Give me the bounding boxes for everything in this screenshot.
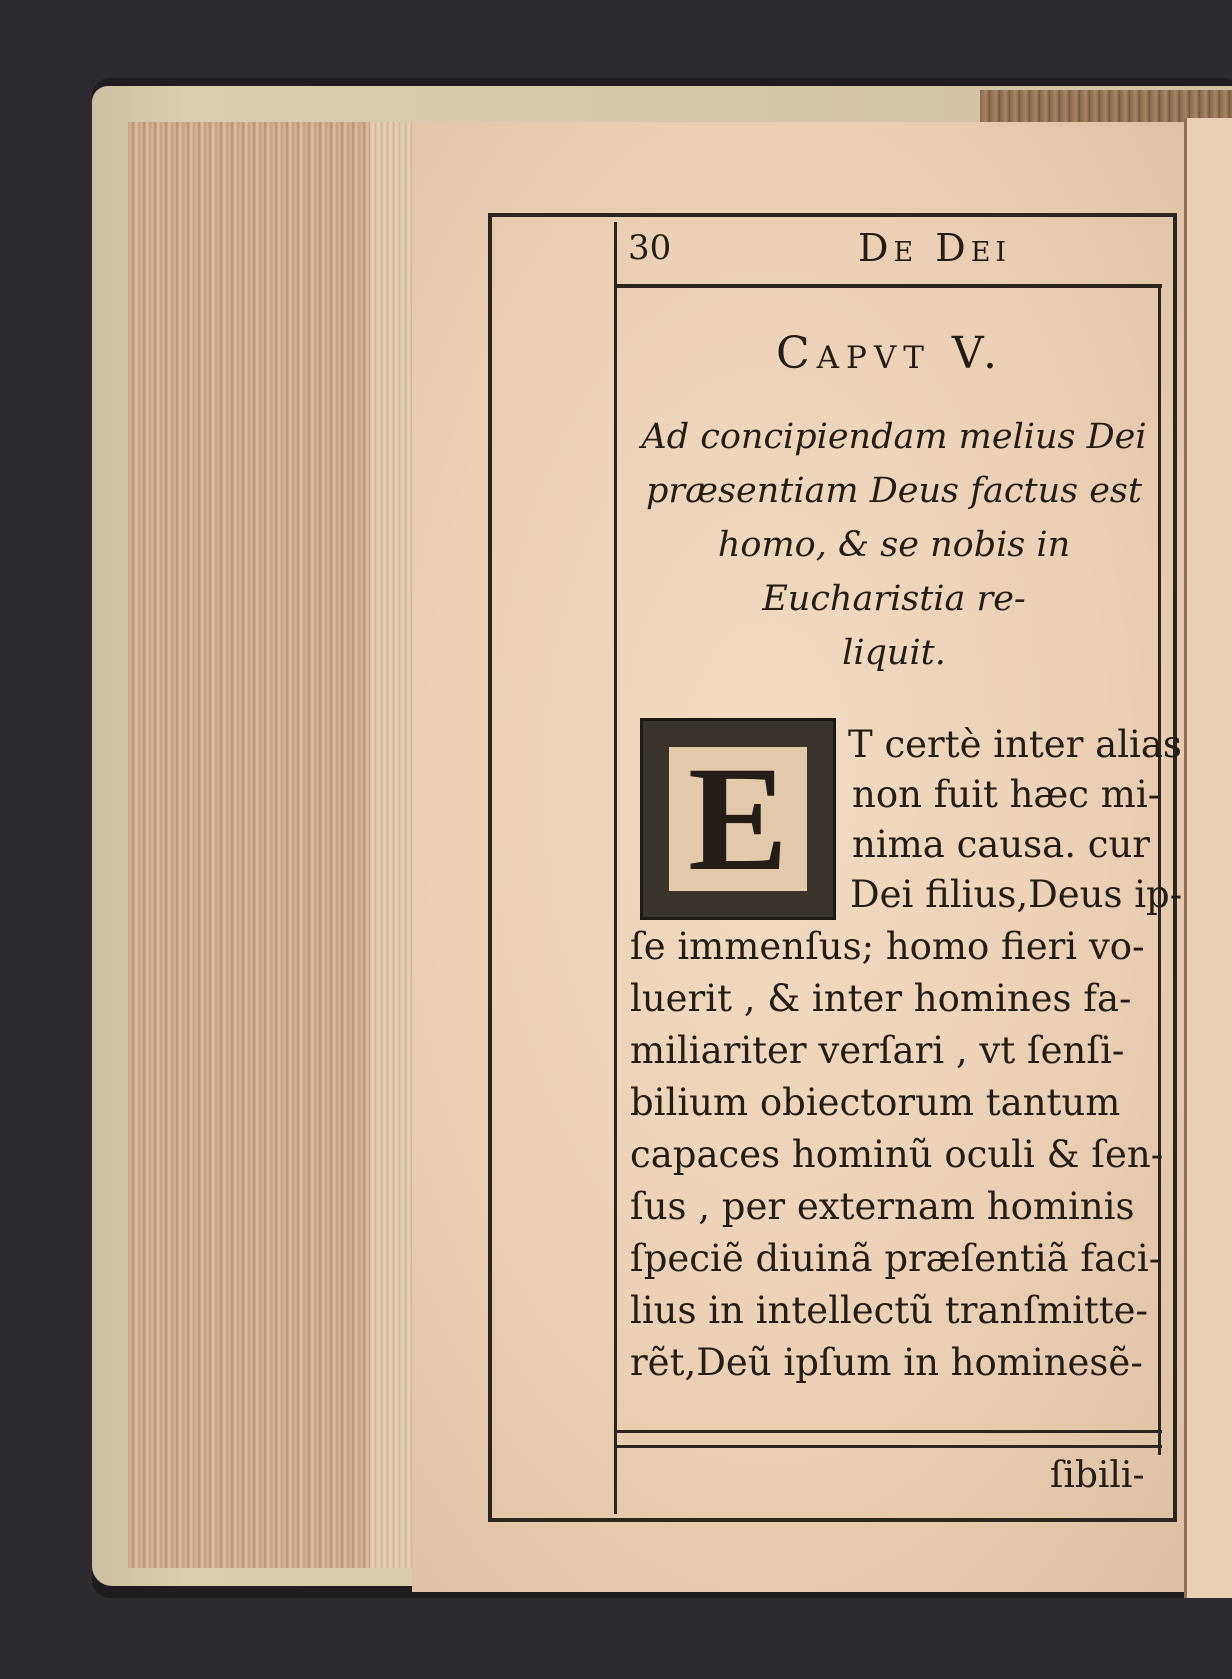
body-line: Dei filius,Deus ip- <box>850 873 1183 916</box>
body-line: capaces hominũ oculi & ſen- <box>630 1133 1164 1176</box>
facing-page-edge <box>1184 118 1232 1598</box>
body-line: nima causa. cur <box>852 823 1150 866</box>
inner-frame-rule <box>614 222 617 1514</box>
initial-letter: E <box>661 739 815 899</box>
summary-line: Eucharistia re- <box>762 579 1026 619</box>
chapter-summary <box>628 410 1160 680</box>
body-line: bilium obiectorum tantum <box>630 1081 1121 1124</box>
footer-rule-second <box>614 1445 1162 1448</box>
body-line: ſe immenſus; homo fieri vo- <box>630 925 1145 968</box>
body-line: ſpeciẽ diuinã præſentiã faci- <box>630 1237 1162 1280</box>
summary-line: Ad concipiendam melius Dei <box>641 417 1147 457</box>
catchword: ſibili- <box>1050 1455 1145 1496</box>
body-line: ſus , per externam hominis <box>630 1185 1135 1228</box>
decorated-initial <box>640 718 836 920</box>
summary-line: præsentiam Deus factus est <box>646 471 1142 511</box>
page-edges <box>128 122 420 1568</box>
body-line: miliariter verſari , vt ſenſi- <box>630 1029 1125 1072</box>
chapter-heading: Capvt V. <box>775 328 1005 379</box>
body-line: non fuit hæc mi- <box>852 773 1161 816</box>
body-line: luerit , & inter homines fa- <box>630 977 1132 1020</box>
header-rule <box>614 284 1162 288</box>
body-line: lius in intellectũ tranſmitte- <box>630 1289 1149 1332</box>
footer-rule <box>614 1430 1162 1433</box>
page-number: 30 <box>628 228 672 268</box>
summary-line: liquit. <box>842 633 946 673</box>
body-line: rẽt,Deũ ipſum in hominesẽ- <box>630 1341 1143 1384</box>
body-line: T certè inter alias <box>848 723 1182 766</box>
running-title: De Dei <box>858 226 1012 270</box>
summary-line: homo, & se nobis in <box>717 525 1071 565</box>
